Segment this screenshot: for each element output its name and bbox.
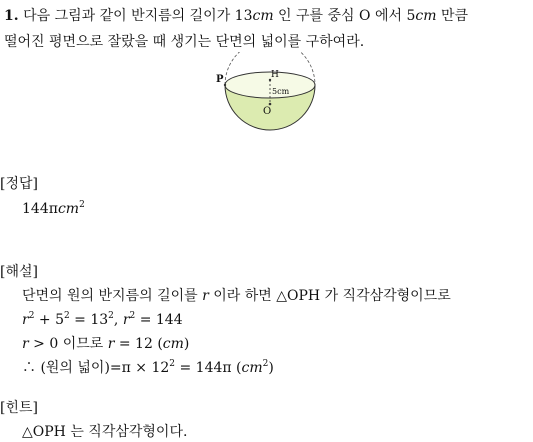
- point-o: [269, 103, 272, 106]
- solution-line-1: 단면의 원의 반지름의 길이를 r 이라 하면 △OPH 가 직각삼각형이므로: [22, 288, 451, 304]
- solution-line-2: $r^2 + 5^2 = 13^2$, $r^2 = 144$: [22, 311, 183, 328]
- solution-line-3: r > 0 이므로 r = 12 (cm): [22, 336, 190, 352]
- solution-line-4: ∴ (원의 넓이)$=\pi \times 12^2 = 144\pi$ $(cm^2)$: [22, 359, 274, 376]
- answer-header: [정답]: [0, 176, 38, 192]
- hint-header: [힌트]: [0, 400, 38, 416]
- problem-line-2: 떨어진 평면으로 잘랐을 때 생기는 단면의 넓이를 구하여라.: [4, 34, 365, 50]
- label-o: O: [263, 106, 272, 117]
- hint-text: △OPH 는 직각삼각형이다.: [22, 424, 188, 440]
- problem-line-1: 1. 다음 그림과 같이 반지름의 길이가 13cm 인 구를 중심 O 에서 5cm 만큼: [4, 8, 468, 24]
- problem-number: 1.: [4, 8, 19, 24]
- answer-value: 144πcm$^2$: [22, 200, 85, 217]
- sphere-figure: [214, 52, 324, 152]
- solution-header: [해설]: [0, 264, 38, 280]
- point-p: [224, 84, 226, 86]
- sphere-diagram: [214, 52, 324, 152]
- label-h: H: [271, 70, 279, 80]
- label-p: P: [216, 74, 224, 85]
- label-distance: 5cm: [272, 87, 290, 96]
